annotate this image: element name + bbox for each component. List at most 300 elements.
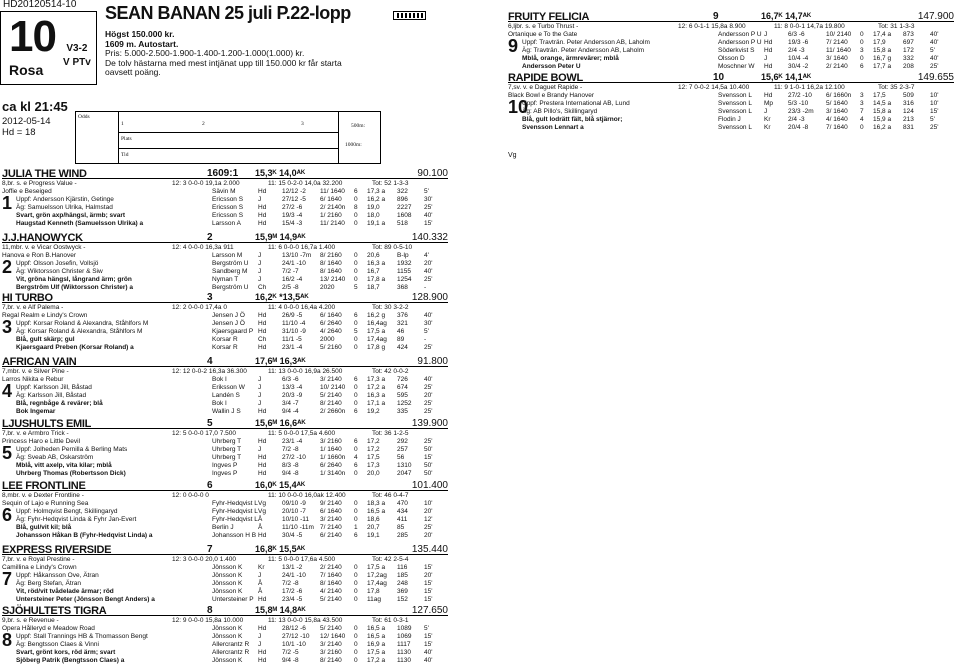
race-history-cell: 27/2 -10: [282, 454, 306, 461]
race-history-cell: 17,4ag: [367, 336, 387, 343]
race-history-cell: Svensson L: [718, 124, 752, 131]
race-history-cell: 20,0: [367, 470, 380, 477]
race-history-cell: 26/9 -5: [282, 312, 303, 319]
race-history-cell: Ericsson S: [212, 212, 244, 219]
race-history-cell: 09/10 -9: [282, 500, 306, 507]
race-history-cell: 6/ 1640: [320, 196, 342, 203]
race-history-cell: J: [258, 400, 262, 407]
race-history-cell: 0: [354, 392, 358, 399]
horse-card: [2, 544, 448, 603]
horse-detail-line: Äg: Bengtsson Claes & Vinni: [16, 641, 99, 648]
horse-detail-line: Uhrberg Thomas (Robertsson Dick): [16, 470, 126, 477]
race-history-cell: 6/ 2640: [320, 462, 342, 469]
race-history-cell: 17,2: [367, 438, 380, 445]
race-history-cell: 16,7: [367, 268, 380, 275]
race-history-cell: 6: [354, 438, 358, 445]
horse-info: 7,br. v. e Royal Prestine -: [2, 556, 75, 563]
stats-total: Tot: 36 1-2-5: [372, 430, 409, 437]
horse-header: [508, 72, 954, 83]
race-history-cell: 5/ 2140: [320, 625, 342, 632]
stats-total: Tot: 42 2-5-4: [372, 556, 409, 563]
horse-detail-line: Uppf: Prestera International AB, Lund: [522, 100, 630, 107]
race-history-cell: 40': [424, 268, 433, 275]
start-position: 8: [207, 605, 213, 616]
stats-2012: 12: 12 0-0-2 16,3a 36.300: [172, 368, 247, 375]
race-history-cell: 7/2 -8: [282, 580, 299, 587]
race-history-cell: 3/4 -7: [282, 400, 299, 407]
race-history-cell: Berlin J: [212, 524, 234, 531]
record-times: 15,3ᴷ 14,0ᴬᴷ: [255, 168, 306, 178]
race-history-cell: 1130: [397, 649, 411, 656]
race-history-cell: 11/10 -11m: [282, 524, 314, 531]
horse-info: 6,ljbr. s. e Turbo Thrust -: [508, 23, 579, 30]
stats-2011: 11: 13 0-0-0 15,8a 43.500: [268, 617, 343, 624]
stats-2012: 12: 3 0-0-0 20,0 1.400: [172, 556, 236, 563]
m1000-label: 1000m:: [345, 142, 362, 148]
horse-detail-line: Untersteiner Peter (Jönsson Bengt Anders) a: [16, 596, 155, 603]
horse-detail-line: Kjaersgaard Preben (Korsar Roland) a: [16, 344, 134, 351]
race-history-cell: J: [258, 446, 262, 453]
race-history-cell: Kjaersgaard P: [212, 328, 254, 335]
race-history-cell: 1/ 1660n: [320, 454, 346, 461]
horse-card: [2, 480, 448, 539]
race-history-cell: J: [764, 55, 768, 62]
stats-total: Tot: 89 0-5-10: [372, 244, 413, 251]
horse-header: [2, 418, 448, 429]
race-history-cell: 17,5: [367, 454, 380, 461]
race-history-cell: 40': [424, 657, 433, 664]
race-history-cell: Jönsson K: [212, 572, 243, 579]
horse-odds: 91.800: [417, 356, 448, 367]
horse-name: J.J.HANOWYCK: [2, 232, 83, 244]
start-position: 5: [207, 418, 213, 429]
race-history-cell: 40': [424, 376, 433, 383]
race-history-cell: 369: [397, 588, 408, 595]
horse-odds: 90.100: [417, 168, 448, 179]
race-history-cell: 16,5 a: [367, 625, 386, 632]
race-history-cell: Å: [258, 524, 263, 531]
race-history-cell: 31/10 -9: [282, 328, 306, 335]
stats-2011: 11: 5 0-0-0 17,6a 4.500: [268, 556, 336, 563]
race-history-cell: 0: [354, 572, 358, 579]
race-history-cell: J: [258, 392, 262, 399]
race-history-cell: 19,0: [367, 204, 380, 211]
race-history-cell: Olsson D: [718, 55, 745, 62]
race-history-cell: Uhrberg T: [212, 446, 242, 453]
race-history-cell: 5/3 -10: [788, 100, 809, 107]
game-types: [63, 42, 91, 70]
race-history-cell: 18,3 a: [367, 500, 386, 507]
race-history-cell: B-lp: [397, 252, 409, 259]
race-history-cell: 15,9 a: [873, 116, 892, 123]
race-history-cell: 17,9: [873, 39, 886, 46]
horse-detail-line: Svensson Lennart a: [522, 124, 584, 131]
race-history-cell: 0: [354, 384, 358, 391]
race-history-cell: 7/2 -5: [282, 649, 299, 656]
race-history-cell: 4/ 2140: [320, 588, 342, 595]
start-position: 9: [713, 11, 719, 22]
race-history-cell: 17,3: [367, 462, 380, 469]
horse-detail-line: Uppf: Andersson Kjärstin, Getinge: [16, 196, 114, 203]
race-history-cell: Uhrberg T: [212, 454, 242, 461]
race-history-cell: 13/10 -7m: [282, 252, 312, 259]
race-history-cell: 116: [397, 564, 408, 571]
horse-header: [2, 168, 448, 179]
race-history-cell: 10/ 2140: [826, 31, 852, 38]
race-history-cell: Allercrantz R: [212, 649, 250, 656]
race-history-cell: 17,4 a: [873, 31, 892, 38]
game-type-vptv: V PTv: [63, 57, 91, 68]
race-history-cell: 697: [903, 39, 914, 46]
race-history-cell: 15': [424, 580, 433, 587]
race-history-cell: 12/ 1640: [320, 633, 346, 640]
race-history-cell: 285: [397, 532, 408, 539]
race-history-cell: Untersteiner P: [212, 596, 254, 603]
horse-detail-line: Joffie e Beseiged: [2, 188, 52, 195]
race-history-cell: Jönsson K: [212, 657, 243, 664]
race-history-cell: 6: [354, 532, 358, 539]
start-position: 6: [207, 480, 213, 491]
race-history-cell: 17,5: [873, 92, 886, 99]
race-history-cell: 5': [930, 47, 935, 54]
start-number: 7: [2, 569, 13, 589]
start-time: ca kl 21:45: [2, 99, 68, 114]
horse-detail-line: Vit, röd/vit tvådelade ärmar; röd: [16, 588, 114, 595]
start-number: 2: [2, 257, 13, 277]
race-history-cell: 2/4 -3: [788, 47, 805, 54]
race-history-cell: 2/ 2140: [826, 63, 848, 70]
horse-odds: 147.900: [917, 11, 954, 22]
race-history-cell: 25': [930, 124, 939, 131]
race-history-cell: 424: [397, 344, 408, 351]
stats-2012: 12: 4 0-0-0 16,3a 911: [172, 244, 234, 251]
horse-detail-line: Regal Realm e Lindy's Crown: [2, 312, 88, 319]
race-history-cell: Bok I: [212, 376, 227, 383]
race-history-cell: 257: [397, 446, 408, 453]
stats-total: Tot: 46 0-4-7: [372, 492, 409, 499]
race-history-cell: 4: [354, 454, 358, 461]
race-history-cell: Hd: [258, 470, 267, 477]
horse-info: 11,mbr. v. e Vicar Oostwyck -: [2, 244, 86, 251]
race-history-cell: 0: [354, 508, 358, 515]
race-history-cell: 19/3 -6: [788, 39, 809, 46]
horse-detail-line: Äg: Samuelsson Ulrika, Halmstad: [16, 204, 113, 211]
race-history-cell: 0: [354, 268, 358, 275]
race-history-cell: 50': [424, 462, 433, 469]
race-history-cell: 13/1 -2: [282, 564, 303, 571]
horse-card: [508, 72, 954, 131]
race-history-cell: 20': [424, 260, 433, 267]
race-history-cell: -: [424, 284, 427, 291]
race-history-cell: 16,5 a: [367, 633, 386, 640]
race-history-cell: J: [258, 276, 262, 283]
horse-detail-line: Andersson Peter U: [522, 63, 581, 70]
race-history-cell: 89: [397, 336, 405, 343]
race-history-cell: 1310: [397, 462, 412, 469]
race-history-cell: 23/3 -2m: [788, 108, 814, 115]
start-position: 1609:1: [207, 168, 239, 179]
horse-detail-line: Mblå, orange, ärmrevärer; mblå: [522, 55, 619, 62]
horse-detail-line: Uppf: Jolheden Pernilla & Berling Mats: [16, 446, 128, 453]
race-history-cell: 17,2 a: [367, 384, 386, 391]
horse-detail-line: Äg: Karlsson Jill, Båstad: [16, 392, 87, 399]
race-history-cell: 20/10 -7: [282, 508, 306, 515]
horse-header: [2, 480, 448, 491]
horse-odds: 101.400: [411, 480, 448, 491]
race-history-cell: 9/ 2140: [320, 500, 342, 507]
race-history-cell: 0: [354, 516, 358, 523]
horse-detail-line: Äg: Sveab AB, Oskarström: [16, 454, 94, 461]
race-history-cell: 15': [424, 220, 433, 227]
race-history-cell: Ericsson S: [212, 196, 244, 203]
race-history-cell: 9/4 -8: [282, 657, 299, 664]
race-history-cell: 0: [860, 31, 864, 38]
race-history-cell: 17,5 a: [367, 328, 386, 335]
race-history-cell: 6: [860, 63, 864, 70]
race-history-cell: 1: [354, 524, 358, 531]
race-history-cell: J: [258, 572, 262, 579]
plats-label: Plats: [121, 136, 132, 142]
race-history-cell: 11/ 2140: [320, 220, 345, 227]
race-history-cell: J: [258, 260, 262, 267]
horse-odds: 135.440: [411, 544, 448, 555]
race-history-cell: 10/ 2140: [320, 384, 346, 391]
race-history-cell: Ingves P: [212, 470, 238, 477]
race-history-cell: Jensen J Ö: [212, 320, 245, 327]
race-history-cell: Hd: [258, 596, 267, 603]
race-history-cell: Hd: [258, 188, 267, 195]
stats-2011: 11: 9 1-0-1 16,2a 12.100: [774, 84, 845, 91]
race-history-cell: Fyhr-Hedqvist L: [212, 516, 258, 523]
race-history-cell: 5': [424, 328, 429, 335]
horse-name: JULIA THE WIND: [2, 168, 87, 180]
race-history-cell: 15': [424, 641, 433, 648]
horse-detail-line: Äg: AB Pillo's, Skillingaryd: [522, 108, 598, 115]
race-history-cell: Jensen J Ö: [212, 312, 245, 319]
stats-total: Tot: 61 0-3-1: [372, 617, 409, 624]
race-history-cell: 17,4ag: [367, 580, 387, 587]
horse-detail-line: Princess Haro e Little Devil: [2, 438, 81, 445]
stats-2012: 12: 5 0-0-0 17,0 7.500: [172, 430, 236, 437]
horse-detail-line: Uppf: Karlsson Jill, Båstad: [16, 384, 92, 391]
horse-detail-line: Äg: Korsar Roland & Alexandra, Ståhlfors M: [16, 328, 143, 335]
horse-odds: 149.655: [917, 72, 954, 83]
race-history-cell: Fyhr-Hedqvist L: [212, 508, 258, 515]
horse-detail-line: Black Bowl e Brandy Hanover: [508, 92, 594, 99]
race-history-cell: 1089: [397, 625, 412, 632]
race-history-cell: 85: [397, 524, 405, 531]
race-history-cell: 4: [860, 116, 864, 123]
race-history-cell: 509: [903, 92, 914, 99]
race-history-cell: 5/ 2160: [320, 344, 342, 351]
race-number-box: [0, 11, 97, 85]
race-history-cell: 24/1 -10: [282, 260, 306, 267]
race-history-cell: 30/4 -5: [282, 532, 303, 539]
horse-detail-line: Äg: Fyhr-Hedqvist Linda & Fyhr Jan-Evert: [16, 516, 137, 523]
horse-detail-line: Mblå, vitt axelp, vita kilar; mblå: [16, 462, 112, 469]
race-history-cell: 8/3 -8: [282, 462, 299, 469]
race-history-cell: 15': [424, 564, 433, 571]
race-history-cell: 15': [424, 596, 433, 603]
start-number: 9: [508, 36, 519, 56]
race-history-cell: 1608: [397, 212, 412, 219]
race-history-cell: 316: [903, 100, 914, 107]
race-history-cell: 19/3 -4: [282, 212, 303, 219]
hd-value: Hd = 18: [2, 127, 36, 138]
horse-detail-line: Svart, grön axp/hängsl, ärmb; svart: [16, 212, 126, 219]
record-times: 15,6ᴷ 14,1ᴬᴷ: [761, 72, 812, 82]
record-times: 15,9ᴹ 14,9ᴬᴷ: [255, 232, 306, 242]
tid-label: Tid: [121, 152, 129, 158]
race-history-cell: Hd: [258, 462, 267, 469]
race-history-cell: 3: [860, 92, 864, 99]
race-history-cell: 30': [424, 320, 433, 327]
race-history-cell: Sandberg M: [212, 268, 248, 275]
race-date: 2012-05-14: [2, 116, 51, 127]
race-history-cell: J: [258, 252, 262, 259]
race-history-cell: 185: [397, 572, 408, 579]
race-history-cell: 208: [903, 63, 914, 70]
race-history-cell: 2/5 -8: [282, 284, 299, 291]
race-history-cell: 0: [354, 625, 358, 632]
horse-detail-line: Uppf: Travträn. Peter Andersson AB, Laholm: [522, 39, 650, 46]
race-history-cell: 13/ 2140: [320, 276, 346, 283]
stats-2012: 12: 3 0-0-0 19,1a 2.000: [172, 180, 240, 187]
race-history-cell: 50': [424, 470, 433, 477]
race-history-cell: J: [764, 31, 768, 38]
horse-detail-line: Uppf: Holmqvist Bengt, Skillingaryd: [16, 508, 118, 515]
race-history-cell: Ch: [258, 284, 267, 291]
race-history-cell: Kr: [764, 116, 771, 123]
race-history-cell: 321: [397, 320, 408, 327]
race-history-cell: 17,8: [367, 588, 380, 595]
race-history-cell: 10': [930, 100, 939, 107]
race-history-cell: 6: [354, 188, 358, 195]
race-history-cell: 7/2 -8: [282, 446, 299, 453]
race-history-cell: 16,3 a: [367, 392, 386, 399]
race-history-cell: Hd: [764, 39, 773, 46]
stats-2011: 11: 15 0-2-0 14,0a 32.200: [268, 180, 343, 187]
horse-detail-line: Larros Nikita e Rebur: [2, 376, 64, 383]
race-history-cell: 9/4 -8: [282, 470, 299, 477]
race-history-cell: 3/ 1640: [826, 108, 848, 115]
race-history-cell: Larsson A: [212, 220, 241, 227]
horse-detail-line: Blå, gult lodrätt fält, blå stjärnor;: [522, 116, 623, 123]
race-history-cell: Svensson L: [718, 108, 752, 115]
race-history-cell: 5': [424, 625, 429, 632]
race-history-cell: Ch: [258, 336, 267, 343]
race-history-cell: 19,1 a: [367, 220, 386, 227]
race-history-cell: 124: [903, 108, 914, 115]
race-history-cell: 13/3 -4: [282, 384, 303, 391]
race-history-cell: 16,4ag: [367, 320, 387, 327]
stats-2011: 11: 10 0-0-0 16,0ak 12.400: [268, 492, 346, 499]
race-history-cell: 6: [354, 462, 358, 469]
race-history-cell: Hd: [258, 408, 267, 415]
race-history-cell: Vg: [258, 500, 266, 507]
race-history-cell: 19,1: [367, 532, 380, 539]
horse-detail-line: Sjöberg Patrik (Bengtsson Claes) a: [16, 657, 125, 664]
horse-detail-line: Bok Ingemar: [16, 408, 56, 415]
race-history-cell: 6: [354, 408, 358, 415]
race-history-cell: Svensson L: [718, 100, 752, 107]
race-history-cell: 0: [354, 336, 358, 343]
race-history-cell: 2020: [320, 284, 335, 291]
race-history-cell: 25': [424, 524, 433, 531]
start-number: 3: [2, 317, 13, 337]
record-times: 15,8ᴹ 14,8ᴬᴷ: [255, 605, 306, 615]
race-history-cell: 7/2 -7: [282, 268, 299, 275]
race-history-cell: Mp: [764, 100, 774, 107]
race-history-cell: 831: [903, 124, 914, 131]
race-history-cell: 17,2: [367, 446, 380, 453]
race-history-cell: Andersson P U: [718, 31, 762, 38]
race-history-cell: 20,7: [367, 524, 380, 531]
race-history-cell: 27/2 -10: [788, 92, 812, 99]
race-history-cell: Bergström U: [212, 284, 249, 291]
race-history-cell: -: [424, 336, 427, 343]
race-history-cell: 1/ 3140n: [320, 470, 346, 477]
race-history-cell: Söderkvist S: [718, 47, 755, 54]
stats-2011: 11: 13 0-0-0 16,9a 26.500: [268, 368, 343, 375]
race-history-cell: J: [258, 633, 262, 640]
race-history-cell: Hd: [258, 625, 267, 632]
start-position: 3: [207, 292, 213, 303]
race-history-cell: Sävin M: [212, 188, 236, 195]
race-history-cell: 434: [397, 508, 408, 515]
race-number: 10: [9, 12, 56, 61]
race-history-cell: 6/ 2640: [320, 320, 342, 327]
race-history-cell: 17,2ag: [367, 572, 387, 579]
race-history-cell: 3/ 2140: [320, 516, 342, 523]
race-history-cell: 16,7 g: [873, 55, 892, 62]
race-history-cell: 25': [424, 408, 433, 415]
race-history-cell: 16,9 a: [367, 641, 386, 648]
race-history-cell: Hd: [258, 312, 267, 319]
horse-card: [2, 605, 448, 664]
race-history-cell: Å: [258, 588, 263, 595]
race-history-cell: 335: [397, 408, 408, 415]
race-history-cell: Landén S: [212, 392, 240, 399]
horse-name: EXPRESS RIVERSIDE: [2, 544, 112, 556]
race-history-cell: 8/ 2140: [320, 657, 342, 664]
horse-odds: 128.900: [411, 292, 448, 303]
race-history-cell: 28/12 -6: [282, 625, 306, 632]
race-history-cell: 376: [397, 312, 408, 319]
horse-card: [2, 292, 448, 351]
horse-detail-line: Ortanique e To the Gate: [508, 31, 578, 38]
race-history-cell: 8/ 2140: [320, 400, 342, 407]
race-history-cell: 10/4 -4: [788, 55, 809, 62]
race-history-cell: 3/ 2140: [320, 376, 342, 383]
odds-label: Odds: [78, 114, 90, 120]
race-history-cell: 40': [424, 212, 433, 219]
stats-total: Tot: 30 3-2-2: [372, 304, 409, 311]
race-history-cell: 5/ 1640: [826, 100, 848, 107]
race-history-cell: Å: [258, 516, 263, 523]
race-history-cell: 17,8 g: [367, 344, 386, 351]
race-history-cell: 213: [903, 116, 914, 123]
race-history-cell: 25': [424, 276, 433, 283]
race-history-cell: 726: [397, 376, 408, 383]
race-history-cell: 15': [424, 454, 433, 461]
race-history-cell: 30/4 -2: [788, 63, 809, 70]
race-history-cell: 6/ 1640: [320, 508, 342, 515]
race-history-cell: 1254: [397, 276, 412, 283]
race-history-cell: Flodin J: [718, 116, 741, 123]
horse-detail-line: Äg: Wiktorsson Christer & Siw: [16, 268, 103, 275]
horse-detail-line: Haugstad Kenneth (Samuelsson Ulrika) a: [16, 220, 144, 227]
